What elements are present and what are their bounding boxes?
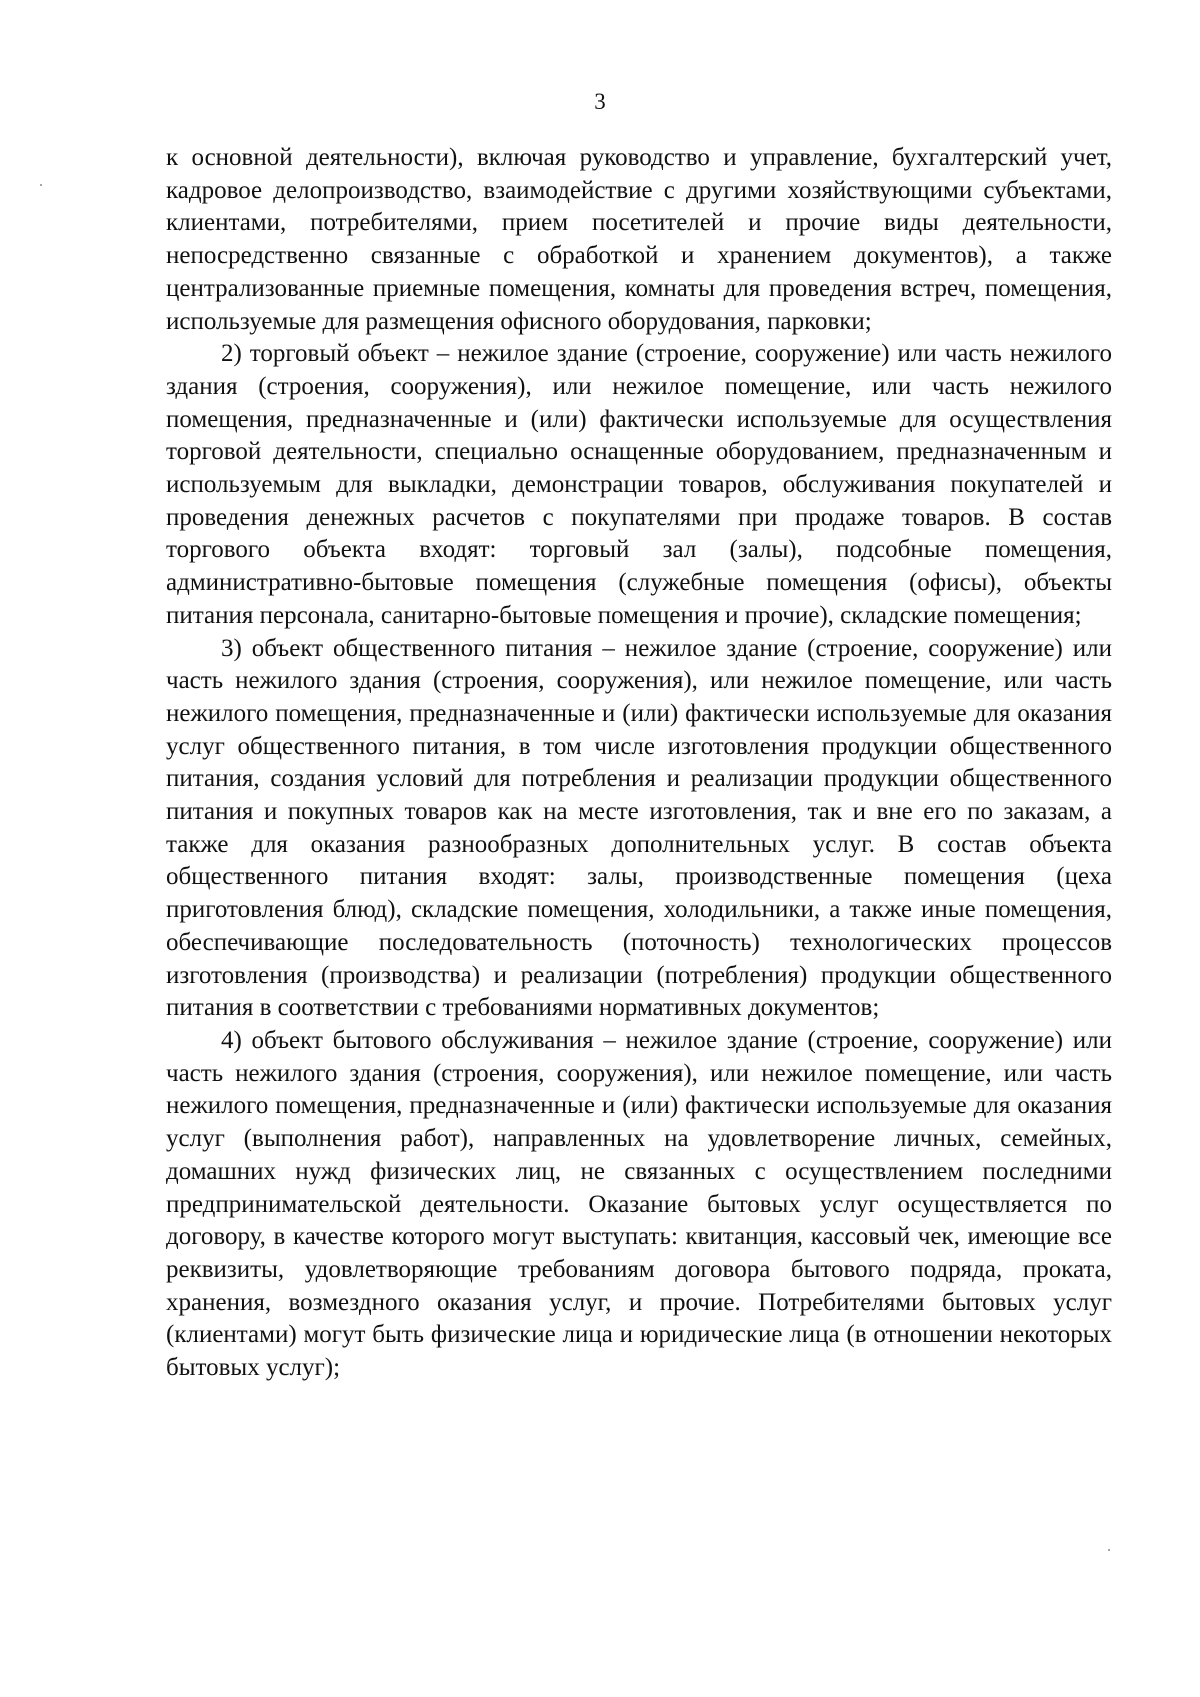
paragraph-continuation: к основной деятельности), включая руководство и управление, бухгалтерский учет, кадровое делопроизводство, взаимодействие с другими хозяйствующими субъектами, клиентами, потребителями, прием посетителей и прочие виды деятельности, непосредственно связанные с обработкой и хранением документов), а также централизованные приемные помещения, комнаты для проведения встреч, помещения, используемые для размещения офисного оборудования, парковки; <box>166 144 1112 335</box>
paragraph-item-4-consumer-services-object: 4) объект бытового обслуживания – нежилое здание (строение, сооружение) или часть нежилого здания (строения, сооружения), или нежилое помещение, или часть нежилого помещения, предназначенные и (или) фактически используемые для оказания услуг (выполнения работ), направленных на удовлетворение личных, семейных, домашних нужд физических лиц, не связанных с осуществлением последними предпринимательской деятельности. Оказание бытовых услуг осуществляется по договору, в качестве которого могут выступать: квитанция, кассовый чек, имеющие все реквизиты, удовлетворяющие требованиям договора бытового подряда, проката, хранения, возмездного оказания услуг, и прочие. Потребителями бытовых услуг (клиентами) могут быть физические лица и юридические лица (в отношении некоторых бытовых услуг); <box>166 1026 1112 1382</box>
document-body <box>166 142 1112 1385</box>
paragraph-item-3-catering-object: 3) объект общественного питания – нежилое здание (строение, сооружение) или часть нежилого здания (строения, сооружения), или нежилое помещение, или часть нежилого помещения, предназначенные и (или) фактически используемые для оказания услуг общественного питания, в том числе изготовления продукции общественного питания, создания условий для потребления и реализации продукции общественного питания и покупных товаров как на месте изготовления, так и вне его по заказам, а также для оказания разнообразных дополнительных услуг. В состав объекта общественного питания входят: залы, производственные помещения (цеха приготовления блюд), складские помещения, холодильники, а также иные помещения, обеспечивающие последовательность (поточность) технологических процессов изготовления (производства) и реализации (потребления) продукции общественного питания в соответствии с требованиями нормативных документов; <box>166 634 1112 1022</box>
paragraph-item-2-trade-object: 2) торговый объект – нежилое здание (строение, сооружение) или часть нежилого здания (строения, сооружения), или нежилое помещение, или часть нежилого помещения, предназначенные и (или) фактически используемые для осуществления торговой деятельности, специально оснащенные оборудованием, предназначенным и используемым для выкладки, демонстрации товаров, обслуживания покупателей и проведения денежных расчетов с покупателями при продаже товаров. В состав торгового объекта входят: торговый зал (залы), подсобные помещения, административно-бытовые помещения (служебные помещения (офисы), объекты питания персонала, санитарно-бытовые помещения и прочие), складские помещения; <box>166 340 1112 629</box>
scan-speck <box>1108 1549 1110 1551</box>
scan-speck <box>40 184 42 186</box>
page-number: 3 <box>594 89 606 114</box>
